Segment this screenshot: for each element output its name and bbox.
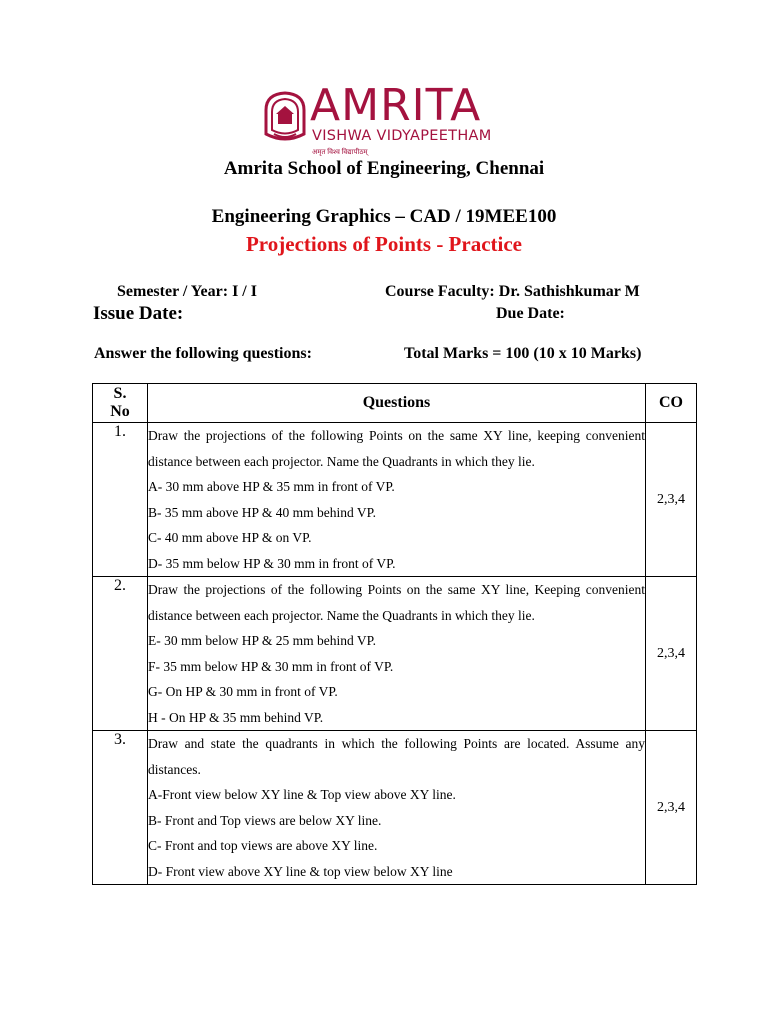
table-row: [93, 731, 697, 885]
row-co: 2,3,4: [646, 577, 697, 731]
question-text: [148, 577, 646, 731]
semester-year: Semester / Year: I / I: [117, 283, 257, 300]
questions-table: [92, 383, 697, 885]
header-questions: Questions: [148, 384, 646, 423]
page-title: Projections of Points - Practice: [245, 232, 522, 256]
row-number: 3.: [93, 731, 148, 885]
table-row: [93, 423, 697, 577]
question-item: A-Front view below XY line & Top view above XY line.: [148, 787, 456, 802]
logo-sanskrit: अमृत विश्व विद्यापीठम्: [312, 148, 368, 156]
school-name: Amrita School of Engineering, Chennai: [223, 158, 545, 179]
question-item: C- Front and top views are above XY line.: [148, 838, 378, 853]
instruction: Answer the following questions:: [94, 345, 312, 362]
question-intro: Draw and state the quadrants in which the following Points are located. Assume any distances.: [148, 736, 645, 777]
question-item: B- Front and Top views are below XY line.: [148, 812, 382, 828]
question-item: C- 40 mm above HP & on VP.: [148, 530, 312, 545]
row-co: 2,3,4: [646, 423, 697, 577]
course-title: Engineering Graphics – CAD / 19MEE100: [211, 206, 557, 227]
logo-wordmark: AMRITA: [310, 80, 482, 131]
question-item: A- 30 mm above HP & 35 mm in front of VP.: [148, 479, 395, 494]
amrita-logo: [262, 80, 512, 156]
question-item: B- 35 mm above HP & 40 mm behind VP.: [148, 504, 377, 520]
due-date: Due Date:: [496, 305, 565, 322]
row-number: 1.: [93, 423, 148, 577]
question-intro: Draw the projections of the following Points on the same XY line, keeping convenient distance between each projector. Name the Quadrants in which they lie.: [148, 428, 645, 469]
header-co: CO: [646, 384, 697, 423]
issue-date: Issue Date:: [93, 303, 184, 324]
question-text: [148, 731, 646, 885]
question-item: D- Front view above XY line & top view below XY line: [148, 863, 453, 879]
row-co: 2,3,4: [646, 731, 697, 885]
logo-subtitle: VISHWA VIDYAPEETHAM: [312, 128, 492, 144]
question-text: [148, 423, 646, 577]
table-row: [93, 577, 697, 731]
question-item: D- 35 mm below HP & 30 mm in front of VP.: [148, 555, 396, 571]
course-faculty: Course Faculty: Dr. Sathishkumar M: [385, 283, 640, 300]
header-sno-line2: No: [110, 403, 130, 420]
header-sno-line1: S.: [113, 385, 127, 402]
question-intro: Draw the projections of the following Points on the same XY line, Keeping convenient distance between each projector. Name the Quadrants in which they lie.: [148, 582, 645, 623]
table-header: [93, 384, 697, 423]
question-item: G- On HP & 30 mm in front of VP.: [148, 684, 338, 699]
question-item: E- 30 mm below HP & 25 mm behind VP.: [148, 633, 377, 648]
header-sno: [93, 384, 148, 423]
university-seal-icon: [262, 90, 308, 146]
total-marks: Total Marks = 100 (10 x 10 Marks): [404, 345, 642, 362]
question-item: H - On HP & 35 mm behind VP.: [148, 709, 324, 725]
question-item: F- 35 mm below HP & 30 mm in front of VP.: [148, 658, 394, 674]
row-number: 2.: [93, 577, 148, 731]
